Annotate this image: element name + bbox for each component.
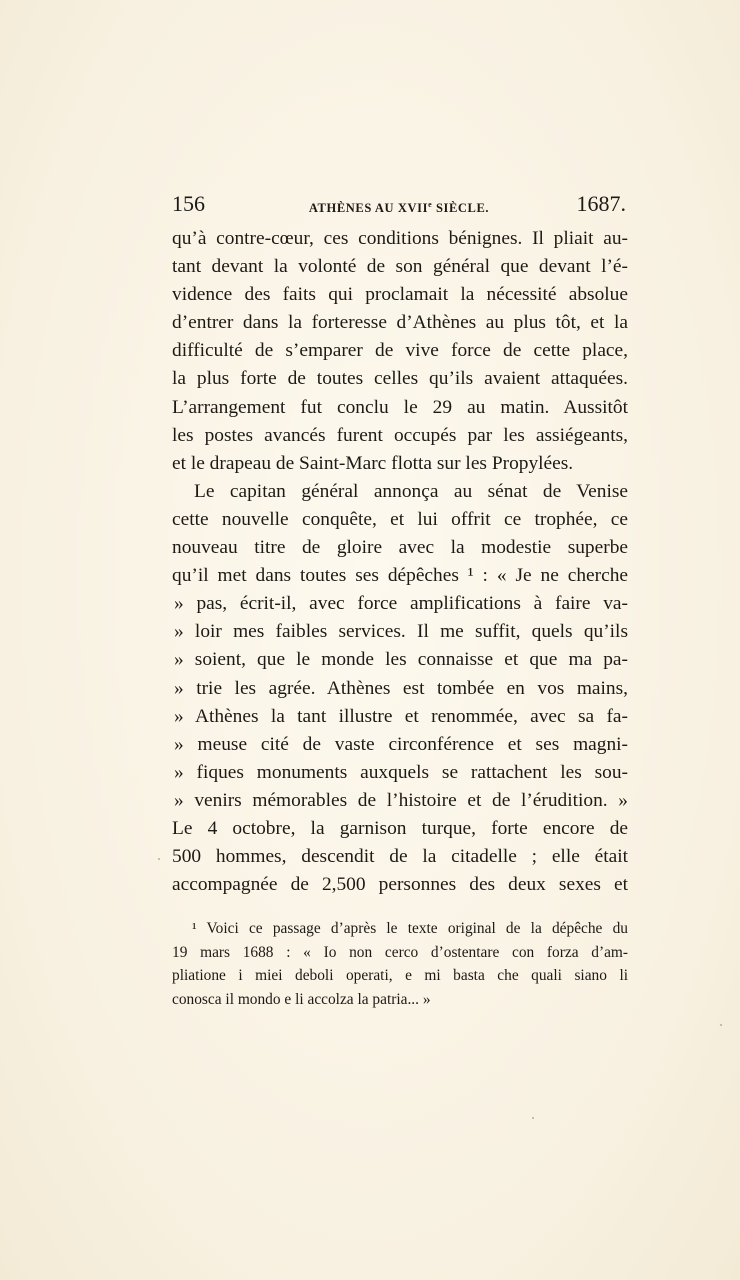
paragraph-start-line: Le capitan général annonça au sénat de Venise [194,480,628,502]
body-line: cette nouvelle conquête, et lui offrit ce trophée, ce [172,508,628,530]
body-line: la plus forte de toutes celles qu’ils avaient attaquées. [172,368,628,390]
quote-line: » meuse cité de vaste circonférence et ses magni- [174,733,628,755]
body-line: qu’il met dans toutes ses dépêches ¹ : « Je ne cherche [172,565,628,587]
page-number: 156 [172,191,205,216]
body-line: accompagnée de 2,500 personnes des deux sexes et [172,874,628,896]
running-title-main: ATHÈNES AU XVII [308,201,429,215]
quote-line: » fiques monuments auxquels se rattachent les sou- [174,761,628,783]
running-title-superscript: e [428,200,433,209]
body-line: et le drapeau de Saint-Marc flotta sur les Propylées. [172,452,574,474]
body-line: vidence des faits qui proclamait la nécessité absolue [172,284,628,306]
quote-line: » venirs mémorables de l’histoire et de l’érudition. » [174,789,628,811]
body-line: nouveau titre de gloire avec la modestie superbe [172,537,628,559]
body-line: qu’à contre-cœur, ces conditions bénignes. Il pliait au- [172,228,628,249]
quote-line: » soient, que le monde les connaisse et que ma pa- [174,649,628,671]
quote-line: » Athènes la tant illustre et renommée, avec sa fa- [174,705,628,727]
paper-speck [532,1117,534,1119]
quote-line: » pas, écrit-il, avec force amplifications à faire va- [174,593,628,615]
footnote [172,917,628,1011]
running-title-end: SIÈCLE. [432,201,490,215]
running-title [172,195,626,218]
paper-speck [720,1024,722,1026]
body-line: 500 hommes, descendit de la citadelle ; elle était [172,846,628,868]
running-year: 1687. [576,191,626,216]
body-line: Le 4 octobre, la garnison turque, forte encore de [172,817,628,839]
quote-line: » trie les agrée. Athènes est tombée en vos mains, [174,677,628,699]
body-line: d’entrer dans la forteresse d’Athènes au plus tôt, et la [172,312,628,334]
body-line: tant devant la volonté de son général que devant l’é- [172,256,628,278]
body-line: L’arrangement fut conclu le 29 au matin. Aussitôt [172,396,628,418]
footnote-line: ¹ Voici ce passage d’après le texte original de la dépêche du [192,920,628,937]
quote-line: » loir mes faibles services. Il me suffit, quels qu’ils [174,621,628,643]
body-line: difficulté de s’emparer de vive force de cette place, [172,340,628,362]
running-head [172,190,626,220]
footnote-line: 19 mars 1688 : « Io non cerco d’ostentare con forza d’am- [172,943,628,961]
footnote-line: pliatione i miei deboli operati, e mi basta che quali siano li [172,967,628,984]
footnote-line: conosca il mondo e li accolza la patria... » [172,990,431,1008]
paper-speck [158,858,160,860]
body-line: les postes avancés furent occupés par les assiégeants, [172,424,628,446]
body-text [172,225,628,899]
